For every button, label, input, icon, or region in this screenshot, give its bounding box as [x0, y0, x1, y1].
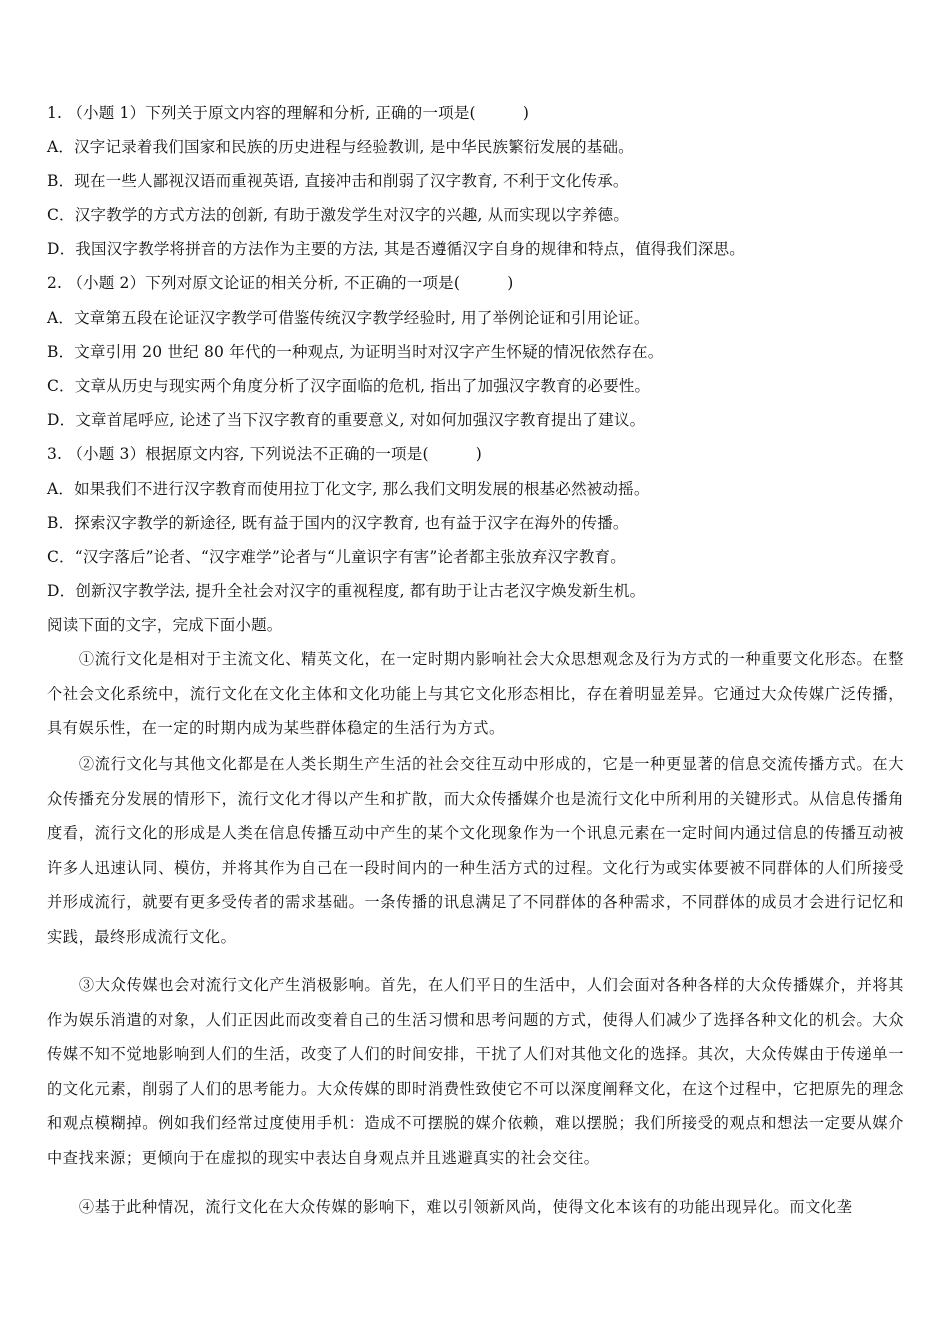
question-1-option-b: B．现在一些人鄙视汉语而重视英语, 直接冲击和削弱了汉字教育, 不利于文化传承。: [47, 172, 629, 190]
reading-instruction: 阅读下面的文字，完成下面小题。: [47, 616, 283, 634]
question-1-stem: 1. （小题 1）下列关于原文内容的理解和分析, 正确的一项是( ): [47, 104, 530, 122]
passage-paragraph-4: ④基于此种情况，流行文化在大众传媒的影响下，难以引领新风尚，使得文化本该有的功能出现异化。而文化垄: [78, 1198, 853, 1216]
passage-paragraph-3: ③大众传媒也会对流行文化产生消极影响。首先，在人们平日的生活中，人们会面对各种各样的大众传播媒介，并将其作为娱乐消遣的对象，人们正因此而改变着自己的生活习惯和思考问题的方式，使得人们减少了选择各种文化的机会。大众传媒不知不觉地影响到人们的生活，改变了人们的时间安排，干扰了人们对其他文化的选择。其次，大众传媒由于传递单一的文化元素，削弱了人们的思考能力。大众传媒的即时消费性致使它不可以深度阐释文化，在这个过程中，它把原先的理念和观点模糊掉。例如我们经常过度使用手机：造成不可摆脱的媒介依赖，难以摆脱；我们所接受的观点和想法一定要从媒介中查找来源；更倾向于在虚拟的现实中表达自身观点并且逃避真实的社会交往。: [47, 976, 904, 1167]
question-1-option-a: A．汉字记录着我们国家和民族的历史进程与经验教训, 是中华民族繁衍发展的基础。: [47, 138, 634, 156]
passage-paragraph-2: ②流行文化与其他文化都是在人类长期生产生活的社会交往互动中形成的，它是一种更显著的信息交流传播方式。在大众传播充分发展的情形下，流行文化才得以产生和扩散，而大众传播媒介也是流行文化中所利用的关键形式。从信息传播角度看，流行文化的形成是人类在信息传播互动中产生的某个文化现象作为一个讯息元素在一定时间内通过信息的传播互动被许多人迅速认同、模仿，并将其作为自己在一段时间内的一种生活方式的过程。文化行为或实体要被不同群体的人们所接受并形成流行，就要有更多受传者的需求基础。一条传播的讯息满足了不同群体的各种需求，不同群体的成员才会进行记忆和实践，最终形成流行文化。: [47, 755, 904, 946]
question-3-stem: 3. （小题 3）根据原文内容, 下列说法不正确的一项是( ): [47, 445, 483, 463]
question-1-option-c: C．汉字教学的方式方法的创新, 有助于激发学生对汉字的兴趣, 从而实现以字养德。: [47, 206, 630, 224]
question-1-option-d: D．我国汉字教学将拼音的方法作为主要的方法, 其是否遵循汉字自身的规律和特点，值得我们深思。: [47, 240, 745, 258]
question-3-option-d: D．创新汉字教学法, 提升全社会对汉字的重视程度, 都有助于让古老汉字焕发新生机。: [47, 582, 646, 600]
question-2-option-d: D．文章首尾呼应, 论述了当下汉字教育的重要意义, 对如何加强汉字教育提出了建议。: [47, 411, 646, 429]
question-2-option-a: A．文章第五段在论证汉字教学可借鉴传统汉字教学经验时, 用了举例论证和引用论证。: [47, 309, 650, 327]
question-2-stem: 2. （小题 2）下列对原文论证的相关分析, 不正确的一项是( ): [47, 274, 514, 292]
question-3-option-b: B．探索汉字教学的新途径, 既有益于国内的汉字教育, 也有益于汉字在海外的传播。: [47, 514, 629, 532]
question-2-option-b: B．文章引用 20 世纪 80 年代的一种观点, 为证明当时对汉字产生怀疑的情况依然存在。: [47, 343, 664, 361]
question-3-option-c: C．“汉字落后”论者、“汉字难学”论者与“儿童识字有害”论者都主张放弃汉字教育。: [47, 548, 626, 566]
question-3-option-a: A．如果我们不进行汉字教育而使用拉丁化文字, 那么我们文明发展的根基必然被动摇。: [47, 480, 650, 498]
question-2-option-c: C．文章从历史与现实两个角度分析了汉字面临的危机, 指出了加强汉字教育的必要性。: [47, 377, 651, 395]
passage-paragraph-1: ①流行文化是相对于主流文化、精英文化，在一定时期内影响社会大众思想观念及行为方式的一种重要文化形态。在整个社会文化系统中，流行文化在文化主体和文化功能上与其它文化形态相比，存在着明显差异。它通过大众传媒广泛传播，具有娱乐性，在一定的时期内成为某些群体稳定的生活行为方式。: [47, 650, 904, 737]
